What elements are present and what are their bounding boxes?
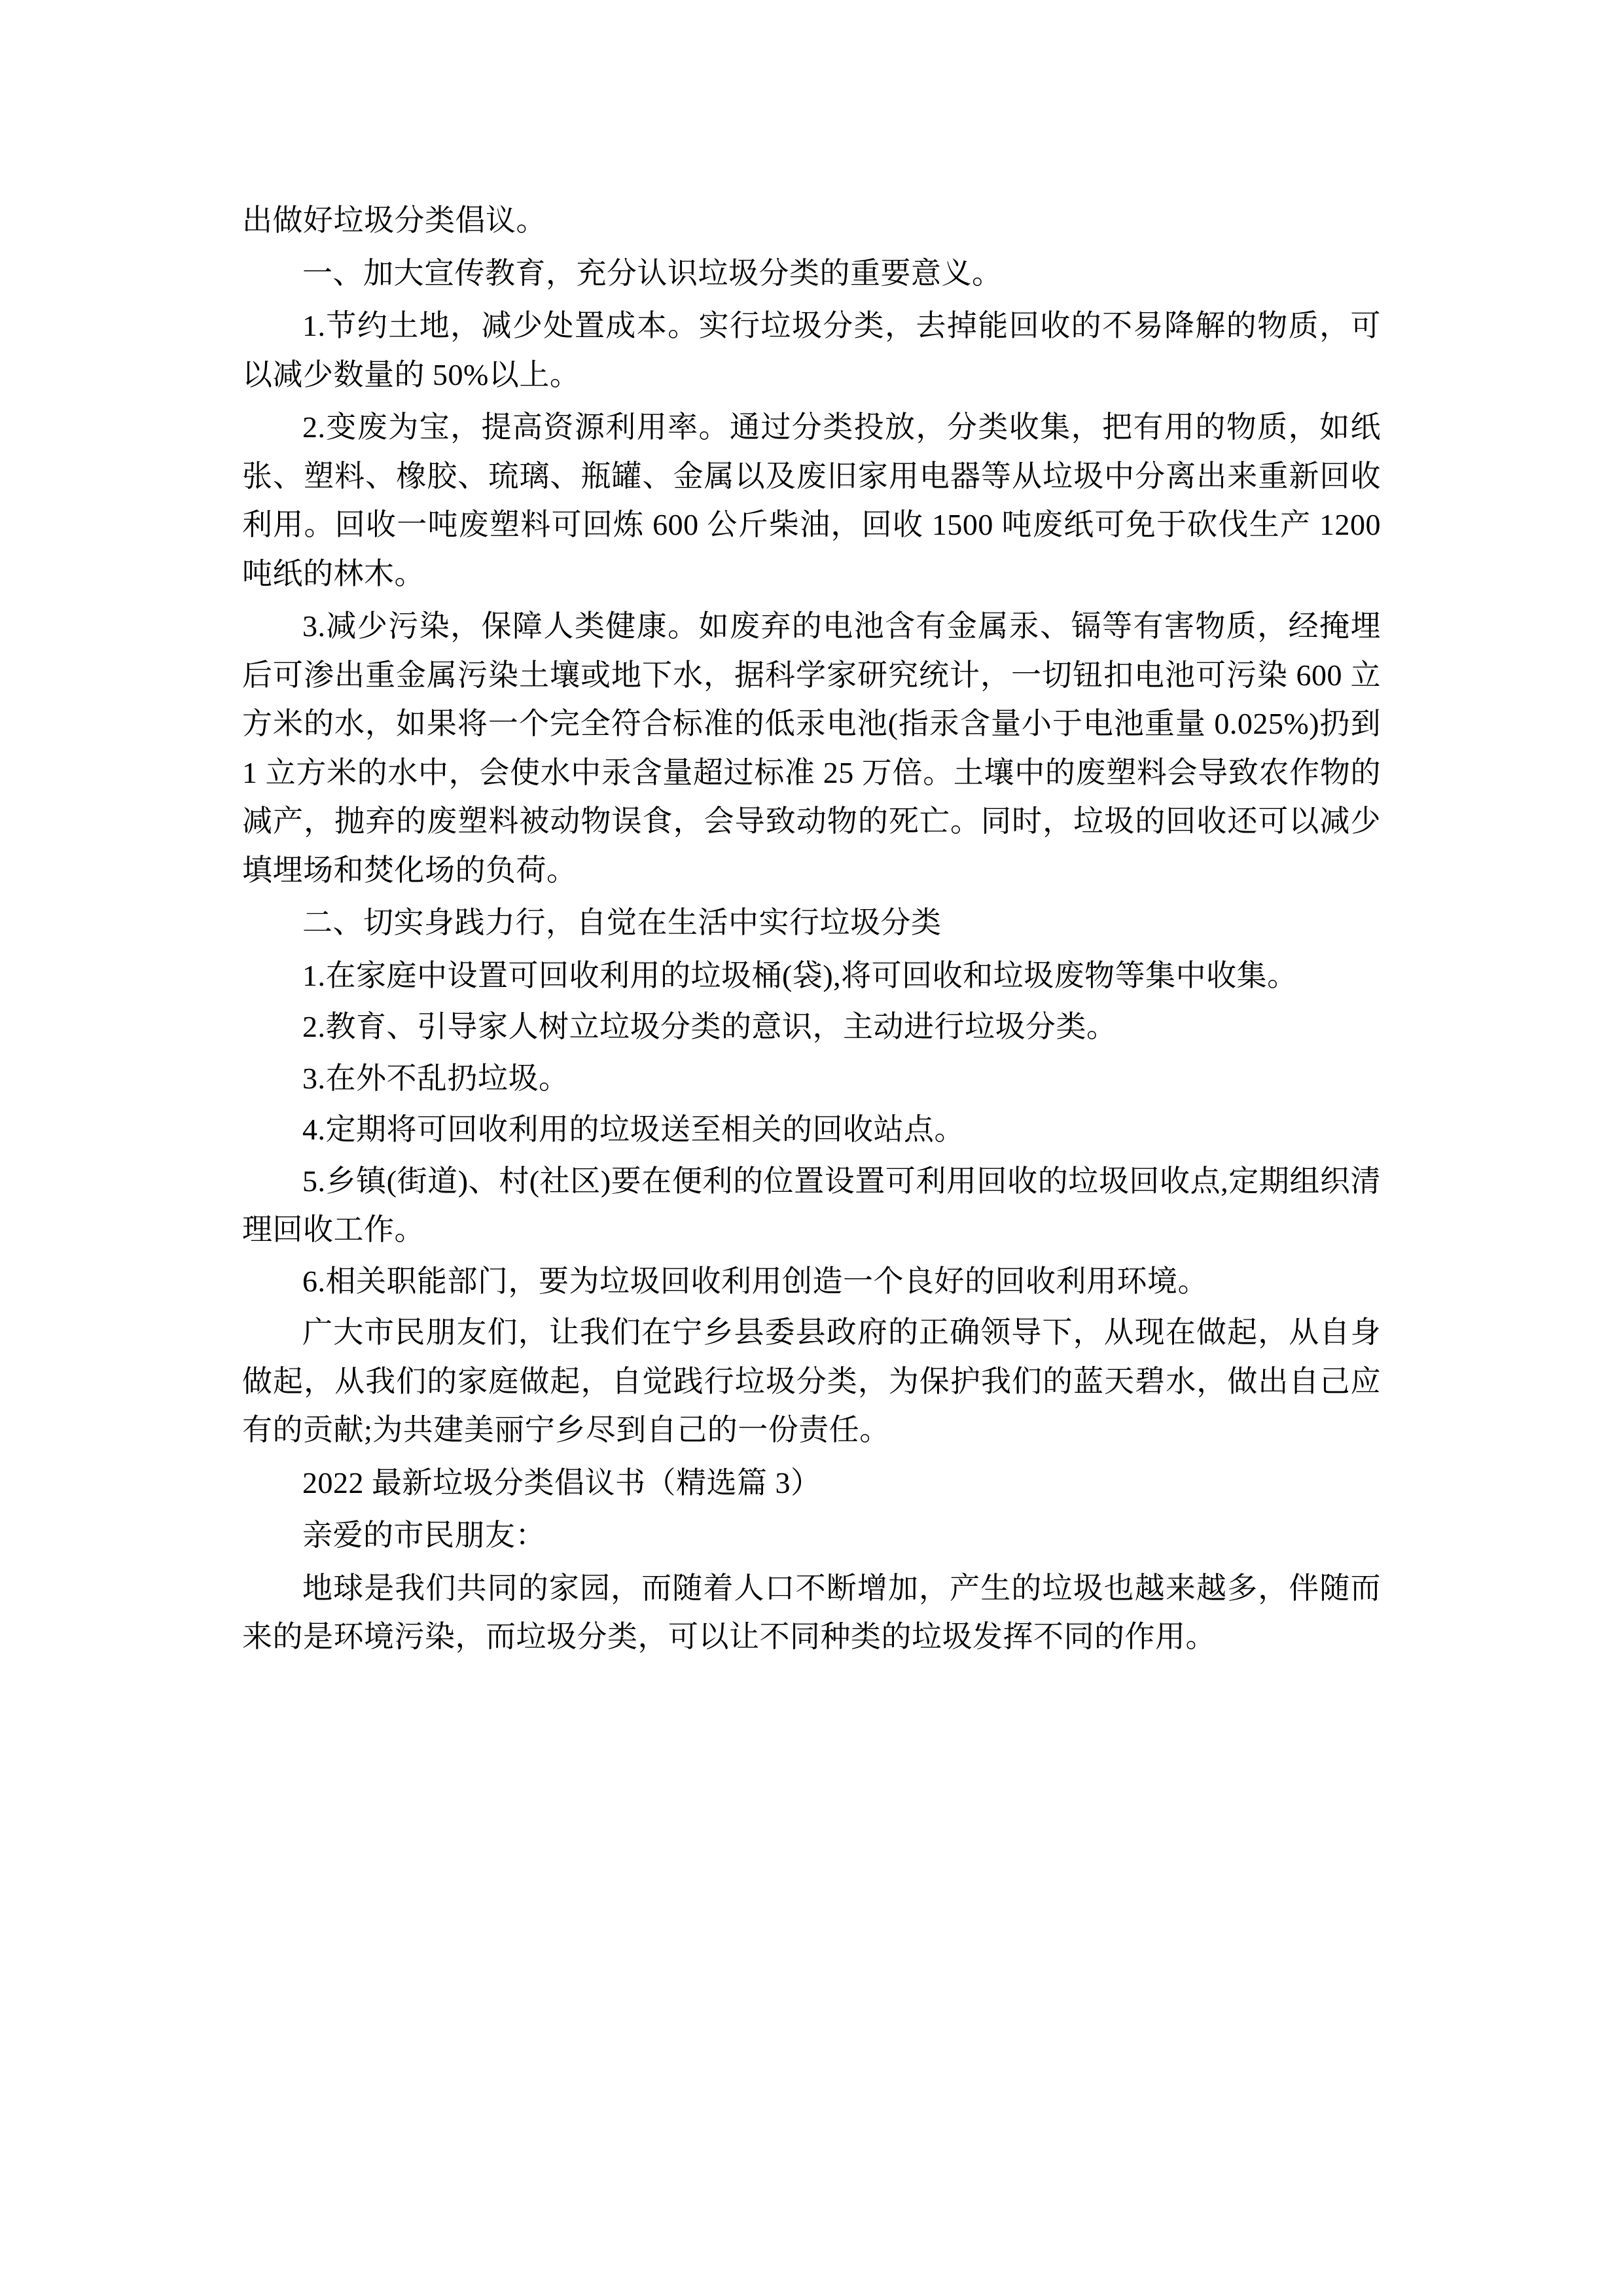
paragraph-item-2-2: 2.教育、引导家人树立垃圾分类的意识，主动进行垃圾分类。	[302, 1010, 1117, 1044]
paragraph-item-1-1: 1.节约土地，减少处置成本。实行垃圾分类，去掉能回收的不易降解的物质，可以减少数量的 50%以上。	[242, 309, 1381, 391]
paragraph-item-2-3: 3.在外不乱扔垃圾。	[302, 1061, 569, 1095]
paragraph-item-1-2: 2.变废为宝，提高资源利用率。通过分类投放，分类收集，把有用的物质，如纸张、塑料、橡胶、琉璃、瓶罐、金属以及废旧家用电器等从垃圾中分离出来重新回收利用。回收一吨废塑料可回炼 600 公斤柴油，回收 1500 吨废纸可免于砍伐生产 1200 吨纸的林木。	[242, 410, 1381, 590]
paragraph-item-2-5: 5.乡镇(街道)、村(社区)要在便利的位置设置可利用回收的垃圾回收点,定期组织清理回收工作。	[242, 1164, 1381, 1247]
heading-section-two: 二、切实身践力行，自觉在生活中实行垃圾分类	[302, 906, 942, 940]
paragraph-closing: 广大市民朋友们，让我们在宁乡县委县政府的正确领导下，从现在做起，从自身做起，从我们的家庭做起，自觉践行垃圾分类，为保护我们的蓝天碧水，做出自己应有的贡献;为共建美丽宁乡尽到自己的一份责任。	[242, 1316, 1381, 1447]
paragraph-item-2-4: 4.定期将可回收利用的垃圾送至相关的回收站点。	[302, 1113, 965, 1147]
heading-section-one: 一、加大宣传教育，充分认识垃圾分类的重要意义。	[302, 256, 1003, 290]
document-body	[242, 196, 1381, 1662]
paragraph-salutation: 亲爱的市民朋友：	[302, 1518, 546, 1552]
paragraph-item-1-3: 3.减少污染，保障人类健康。如废弃的电池含有金属汞、镉等有害物质，经掩埋后可渗出重金属污染土壤或地下水，据科学家研究统计，一切钮扣电池可污染 600 立方米的水，如果将一个完全符合标准的低汞电池(指汞含量小于电池重量 0.025%)扔到 1 立方米的水中，会使水中汞含量超过标准 25 万倍。土壤中的废塑料会导致农作物的减产，抛弃的废塑料被动物误食，会导致动物的死亡。同时，垃圾的回收还可以减少填埋场和焚化场的负荷。	[242, 609, 1381, 887]
paragraph-next-title: 2022 最新垃圾分类倡议书（精选篇 3）	[302, 1465, 821, 1499]
paragraph-item-2-1: 1.在家庭中设置可回收利用的垃圾桶(袋),将可回收和垃圾废物等集中收集。	[302, 958, 1298, 992]
paragraph-continued-line: 出做好垃圾分类倡议。	[242, 204, 546, 237]
paragraph-item-2-6: 6.相关职能部门，要为垃圾回收利用创造一个良好的回收利用环境。	[302, 1264, 1208, 1298]
paragraph-next-intro: 地球是我们共同的家园，而随着人口不断增加，产生的垃圾也越来越多，伴随而来的是环境污染，而垃圾分类，可以让不同种类的垃圾发挥不同的作用。	[242, 1571, 1381, 1654]
